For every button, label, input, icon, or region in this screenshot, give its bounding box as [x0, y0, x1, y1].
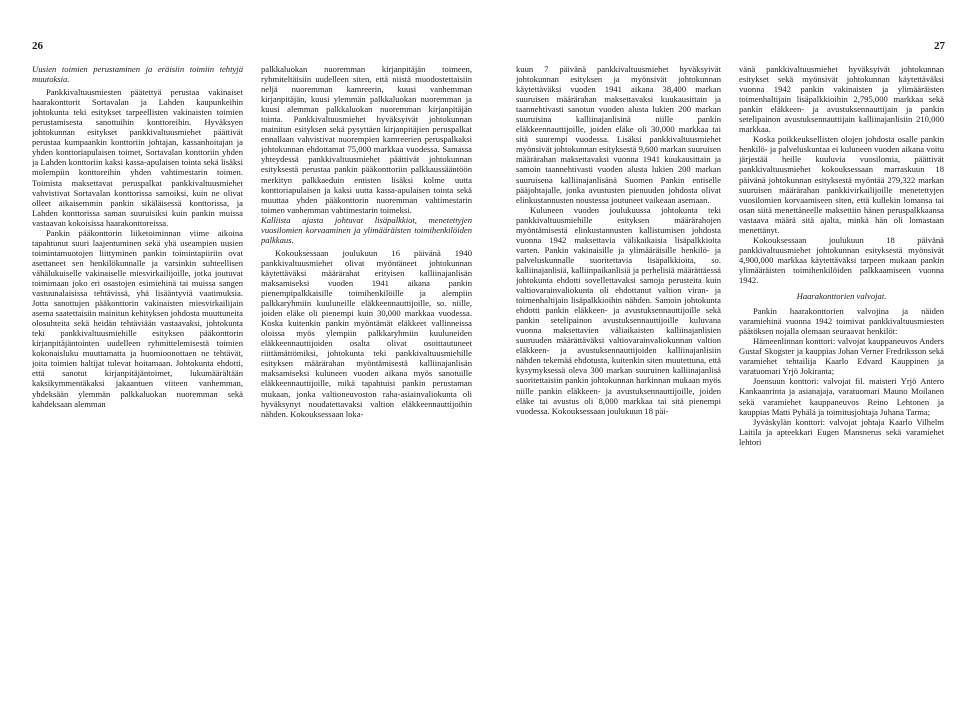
paragraph: palkkaluokan nuoremman kirjanpitäjän toimeen, ryhmiteltäisiin uudelleen siten, että niistä muodostettaisiin neljä nuoremman kamreerin, kuusi vanhemman kirjanpitäjän, kuusi ylemmän palkkaluokan nuoremman ja kuusi alemman palkkaluokan nuoremman kirjanpitäjän tointa. Pankkivaltuusmiehet hyväksyivät johtokunnan mainitun esityksen sekä pysyttäen kirjanpitäjien peruspalkat ennallaan vahvistivat nuorempien kamreerien peruspalkaksi johtokunnan ehdottamat 75,000 markkaa vuodessa. Samassa yhteydessä pankkivaltuusmiehet päättivät johtokunnan esityksestä perustaa pankin pääkonttoriin palkkaussääntöön merkityn palkkaeduin entisten lisäksi kolme uutta konttoriapulaisen ja kaksi uutta kassa-apulaisen tointa sekä muuttaa yhden pääkonttorin nuoremman vahtimestarin toimen vanhemman vahtimestarin toimeksi. — [261, 64, 472, 215]
page-number-left: 26 — [32, 40, 43, 52]
list-item: Joensuun konttori: valvojat fil. maisteri Yrjö Antero Kankaanrinta ja asianajaja, varatuomari Mauno Moilanen sekä varamiehet kauppaneuvos Reino Lehtonen ja kauppias Matti Pyhälä ja toimitusjohtaja Juhana Tarma; — [739, 376, 944, 417]
paragraph: Pankin haarakonttorien valvojina ja näiden varamiehinä vuonna 1942 toimivat pankkivaltuusmiesten päätöksen nojalla olemaan seuraavat henkilöt: — [739, 306, 944, 337]
section-heading: Haarakonttorien valvojat. — [796, 291, 887, 302]
left-page — [32, 64, 472, 714]
paragraph: Pankkivaltuusmiesten päätettyä perustaa vakinaiset haarakonttorit Sortavalan ja Lahden kaupunkeihin johtokunta teki esitykset tarpeellisten vakinaisten toimien perustamisesta sanottuihin konttoreihin. Hyväksyen johtokunnan esitykset pankkivaltuusmiehet päättivät perustaa kumpaankin konttoriin johtajan, kassanhoitajan ja yhden konttoriapulaisen toimet, Sortavalan konttoriin yhden ja Lahden konttoriin kaksi kassa-apulaisen tointa sekä lisäksi molempiin konttoreihin yhden vahtimestarin toimen. Toimista maksettavat peruspalkat pankkivaltuusmiehet vahvistivat Sortavalan konttorissa samoiksi, kuin ne olivat olleet aikaisemmin pankin sikäläisessä konttorissa, ja Lahden konttorissa saman suuruisiksi kuin pankin muissa vastaavan kokoisissa haarakonttoreissa. — [32, 87, 243, 228]
left-page-column-1 — [32, 64, 243, 714]
list-item: Jyväskylän konttori: valvojat johtaja Kaarlo Vilhelm Laitila ja apteekkari Eugen Mansnerus sekä varamiehet lehtori — [739, 416, 944, 447]
paragraph: Kokouksessaan joulukuun 18 päivänä pankkivaltuusmiehet johtokunnan esityksestä myönsivät 4,900,000 markkaa käytettäväksi tarpeen mukaan pankin ylimääräisten toimihenkilöiden palkkaamiseen vuonna 1942. — [739, 234, 944, 285]
right-page-column-2 — [739, 64, 944, 714]
paragraph: Kuluneen vuoden joulukuussa johtokunta teki pankkivaltuusmiehille esityksen määrärahojen myöntämisestä elinkustannusten kallistumisen johdosta vuonna 1942 maksettavia välikaikaisia lisäpalkkioita varten. Pankin vakinaisille ja ylimääräisille henkilö- ja palveluskunnalle suoritettavia lisäpalkkioita, so. kalliinajanlisiä, kalliinpaikanlisiä ja perhelisiä määrättäessä johtokunta ehdotti sovellettavaksi samoja perusteita kuin valtiovarainvaliokunta oli ehdottanut valtion viran- ja toimenhaltijain lisäpalkkioihin nähden. Samoin johtokunta ehdotti pankin eläkkeen- ja avustuksennauttijoille sekä pankin setelipainon avustuksennauttijoille kuluvana vuonna maksettavien väliaikaisten kalliinajanlisien suuruuden määrättäväksi valtiovarainvaliokunnan valtion eläkkeen- ja avustuksennauttijoiden kalliinajanlisiin nähden tekemää ehdotusta, kuitenkin siten muutettuna, että kysymyksessä oleva 300 markan suuruinen kalliinajanlisä suoritettaisiin pankin johtokunnan harkinnan mukaan myös niille pankin eläkkeen- ja avustuksennauttijoille, joiden eläke tai avustus oli 8,000 markkaa tai sitä pienempi vuodessa. Kokouksessaan joulukuun 18 päi- — [516, 204, 721, 416]
section-heading: Uusien toimien perustaminen ja eräisiin toimiin tehtyjä muutoksia. — [32, 64, 243, 85]
paragraph: Kokouksessaan joulukuun 16 päivänä 1940 pankkivaltuusmiehet olivat myöntäneet johtokunnan käytettäväksi määrärahat erityisen kalliinajanlisän maksamiseksi vuoden 1941 aikana pankin pienempipalkkaisille toimihenkilöille ja alempiin palkkaryhmiin kuuluneille eläkkeennauttijoille, so. niille, joiden eläke oli pienempi kuin 30,000 markkaa vuodessa. Koska kuitenkin pankin myöntämät eläkkeet vallinneissa oloissa myös ylempiin palkkaryhmiin kuuluneiden eläkkeennauttijoiden osalta olivat osoittautuneet riittämättömiksi, johtokunta teki pankkivaltuusmiehille esityksen määrärahan myöntämisestä kalliinajanlisän maksamiseksi kuluneen vuoden aikana myös sanotuille eläkkeennauttijoille, mikä tapahtuisi pankin perustaman mukaan, jonka valtioneuvoston raha-asiainvaliokunta oli hyväksynyt noudatettavaksi valtion eläkkeennauttijoihin nähden. Kokouksessaan loka- — [261, 247, 472, 419]
right-page-column-1 — [516, 64, 721, 644]
paragraph: Pankin pääkonttorin liiketoiminnan viime aikoina tapahtunut suuri laajentuminen sekä yhä useampien uusien toimintamuotojen liittyminen pankin toimintapiiriin ovat asettaneet sen henkilökunnalle ja varsinkin suhteellisen vähälukuiselle vakinaiselle miesvirkailijoille, jotka joutuvat toimimaan joko eri osastojen esimiehinä tai muissa sangen vastuunalaisissa tehtävissä, yhä lisääntyviä vaatimuksia. Jotta sanottujen pääkonttorin vakinaisten miesvirkailijain asema saatettaisiin mainitun kehityksen johdosta muuttuneita olosuhteita sekä heidän tehtäviään vastaavaksi, johtokunta teki pankkivaltuusmiehille esityksen pääkonttorin kirjanpitäjäntointen uudelleen ryhmittelemisestä toimien kokonaisluku muuttamatta ja huomioonottaen ne tehtävät, joita toimien haltijat tulevat hoitamaan. Johtokunta ehdotti, että sanotut kirjanpitäjäntoimet, lukumäärältään kaksikymmentäkaksi jakaantuen viiteen vanhemman, yhdeksään ylemmän palkkaluokan nuoremman sekä kahdeksaan alemman — [32, 227, 243, 409]
section-heading: Kalliista ajasta johtuvat lisäpalkkiot, menetettyjen vuosilomien korvaaminen ja ylimääräisten toimihenkilöiden palkkaus. — [261, 214, 472, 245]
right-page — [516, 64, 944, 714]
left-page-column-2 — [261, 64, 472, 636]
paragraph: vänä pankkivaltuusmiehet hyväksyivät johtokunnan esitykset sekä myönsivät johtokunnan käytettäväksi vuonna 1942 pankin vakinaisten ja ylimääräisten toimenhaltijain lisäpalkkioihin 2,795,000 markkaa sekä pankin eläkkeen- ja avustuksennauttijain ja pankin setelipainon avustuksennauttijain kalliinajanlisiin 210,000 markkaa. — [739, 64, 944, 135]
paragraph: Koska poikkeuksellisten olojen johdosta osalle pankin henkilö- ja palveluskuntaa ei kuluneen vuoden aikana voitu järjestää heille kuuluvia vuosilomia, päättivät pankkivaltuusmiehet kokouksessaan marraskuun 18 päivänä johtokunnan esityksestä myöntää 279,322 markan suuruisen määrärahan pankkivirkailijoille menetettyjen vuosilomien korvaamiseen siten, että kullekin lomansa tai osan siitä menettäneelle maksettiin hänen peruspalkkaansa vastaava määrä sitä ajalta, minkä hän oli lomastaan menettänyt. — [739, 134, 944, 235]
list-item: Hämeenlinnan konttori: valvojat kauppaneuvos Anders Gustaf Skogster ja kauppias Johan Verner Fredriksson sekä varamiehet tehtailija Kaarlo Edvard Kauppinen ja varatuomari Yrjö Jokiranta; — [739, 336, 944, 377]
paragraph: kuun 7 päivänä pankkivaltuusmiehet hyväksyivät johtokunnan esityksen ja myönsivät johtokunnan käytettäväksi vuoden 1941 aikana 38,400 markan suuruisen määrärahan maksettavaksi kuukausittain ja taannehtivasti sanotun vuoden alusta lukien 200 markan suuruisina kalliinajanlisinä niille pankin eläkkeennauttijoille, joiden eläke oli 30,000 markkaa tai sitä suurempi vuodessa. Lisäksi pankkivaltuusmiehet myönsivät johtokunnan esityksestä 9,600 markan suuruisen määrärahan maksettavaksi vuonna 1941 kuukausittain ja samoin taannehtivasti vuoden alusta lukien 200 markan suuruisena kalliinajanlisänä Suomen Pankin entiselle pääjohtajalle, jonka avustusten pienuuden johdosta olivat elinkustannusten noustessa joutuneet vaikeaan asemaan. — [516, 64, 721, 205]
page-number-right: 27 — [934, 40, 945, 52]
